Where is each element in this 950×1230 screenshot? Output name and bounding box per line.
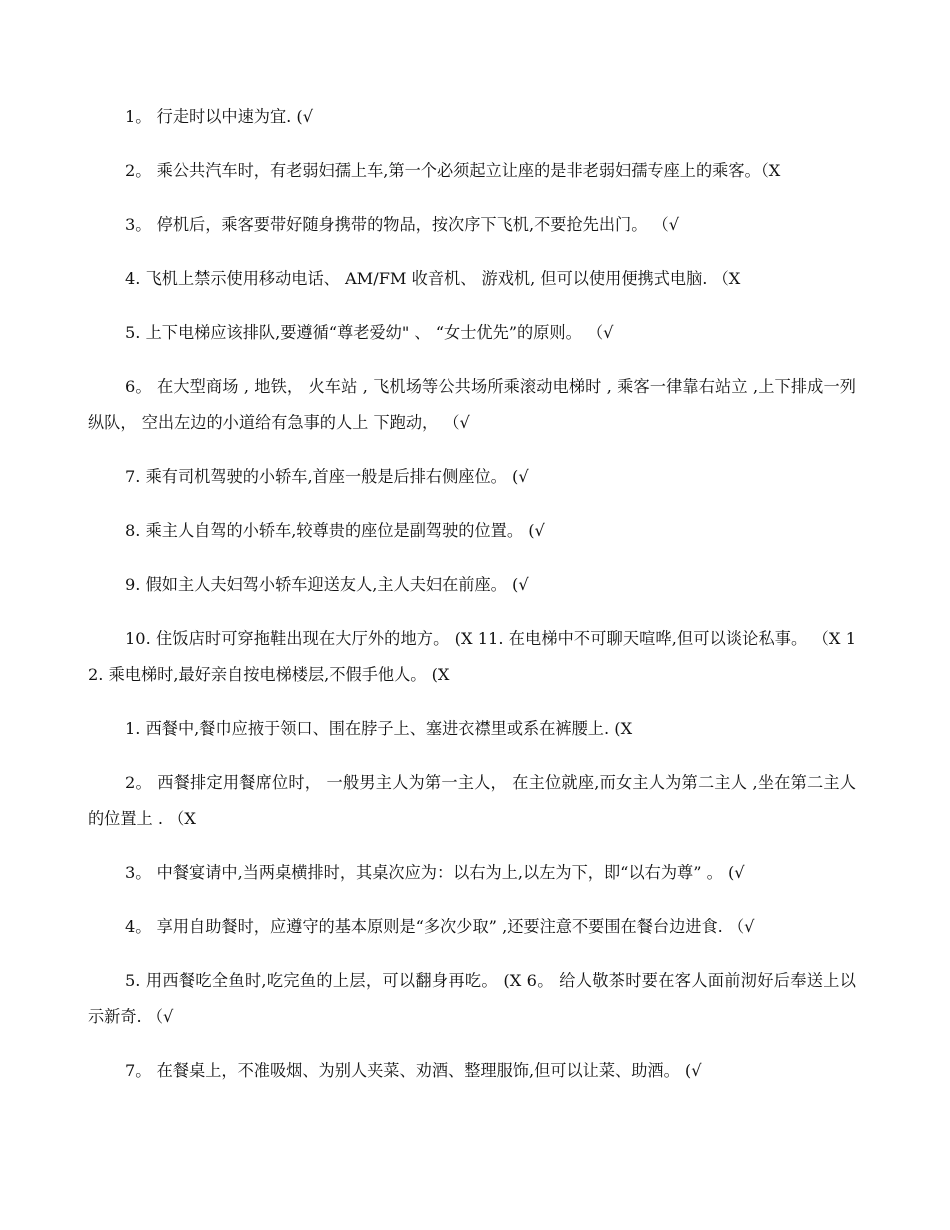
paragraph-5: 5. 上下电梯应该排队,要遵循“尊老爱幼" 、 “女士优先”的原则。 （√ [125, 323, 614, 342]
paragraph-7: 7. 乘有司机驾驶的小轿车,首座一般是后排右侧座位。 (√ [125, 467, 529, 486]
paragraph-14: 4。 享用自助餐时，应遵守的基本原则是“多次少取” ,还要注意不要围在餐台边进食. （√ [125, 917, 755, 936]
paragraph-6: 6。 在大型商场 , 地铁， 火车站 , 飞机场等公共场所乘滚动电梯时 , 乘客一律靠右站立 ,上下排成一列纵队， 空出左边的小道给有急事的人上 下跑动， （√ [88, 377, 856, 432]
paragraph-13: 3。 中餐宴请中,当两桌横排时，其桌次应为：以右为上,以左为下，即“以右为尊” 。 (√ [125, 863, 745, 882]
paragraph-4: 4. 飞机上禁示使用移动电话、 AM/FM 收音机、 游戏机, 但可以使用便携式电脑. （X [125, 269, 741, 288]
paragraph-12: 2。 西餐排定用餐席位时， 一般男主人为第一主人， 在主位就座,而女主人为第二主人 ,坐在第二主人的位置上 . （X [88, 773, 856, 828]
paragraph-3: 3。 停机后，乘客要带好随身携带的物品，按次序下飞机,不要抢先出门。 （√ [125, 215, 680, 234]
paragraph-1: 1。 行走时以中速为宜. (√ [125, 107, 314, 126]
paragraph-16: 7。 在餐桌上，不准吸烟、为别人夹菜、劝酒、整理服饰,但可以让菜、助酒。 (√ [125, 1061, 702, 1080]
paragraph-11: 1. 西餐中,餐巾应掖于领口、围在脖子上、塞进衣襟里或系在裤腰上. (X [125, 719, 633, 738]
paragraph-8: 8. 乘主人自驾的小轿车,较尊贵的座位是副驾驶的位置。 (√ [125, 521, 545, 540]
document-body [88, 99, 856, 1107]
paragraph-15: 5. 用西餐吃全鱼时,吃完鱼的上层，可以翻身再吃。 (X 6。 给人敬茶时要在客人面前沏好后奉送上以示新奇. （√ [88, 971, 856, 1026]
paragraph-9: 9. 假如主人夫妇驾小轿车迎送友人,主人夫妇在前座。 (√ [125, 575, 529, 594]
paragraph-2: 2。 乘公共汽车时，有老弱妇孺上车,第一个必须起立让座的是非老弱妇孺专座上的乘客。（X [125, 161, 781, 180]
paragraph-10: 10. 住饭店时可穿拖鞋出现在大厅外的地方。 (X 11. 在电梯中不可聊天喧哗,但可以谈论私事。 （X 12. 乘电梯时,最好亲自按电梯楼层,不假手他人。 (X [88, 629, 856, 684]
